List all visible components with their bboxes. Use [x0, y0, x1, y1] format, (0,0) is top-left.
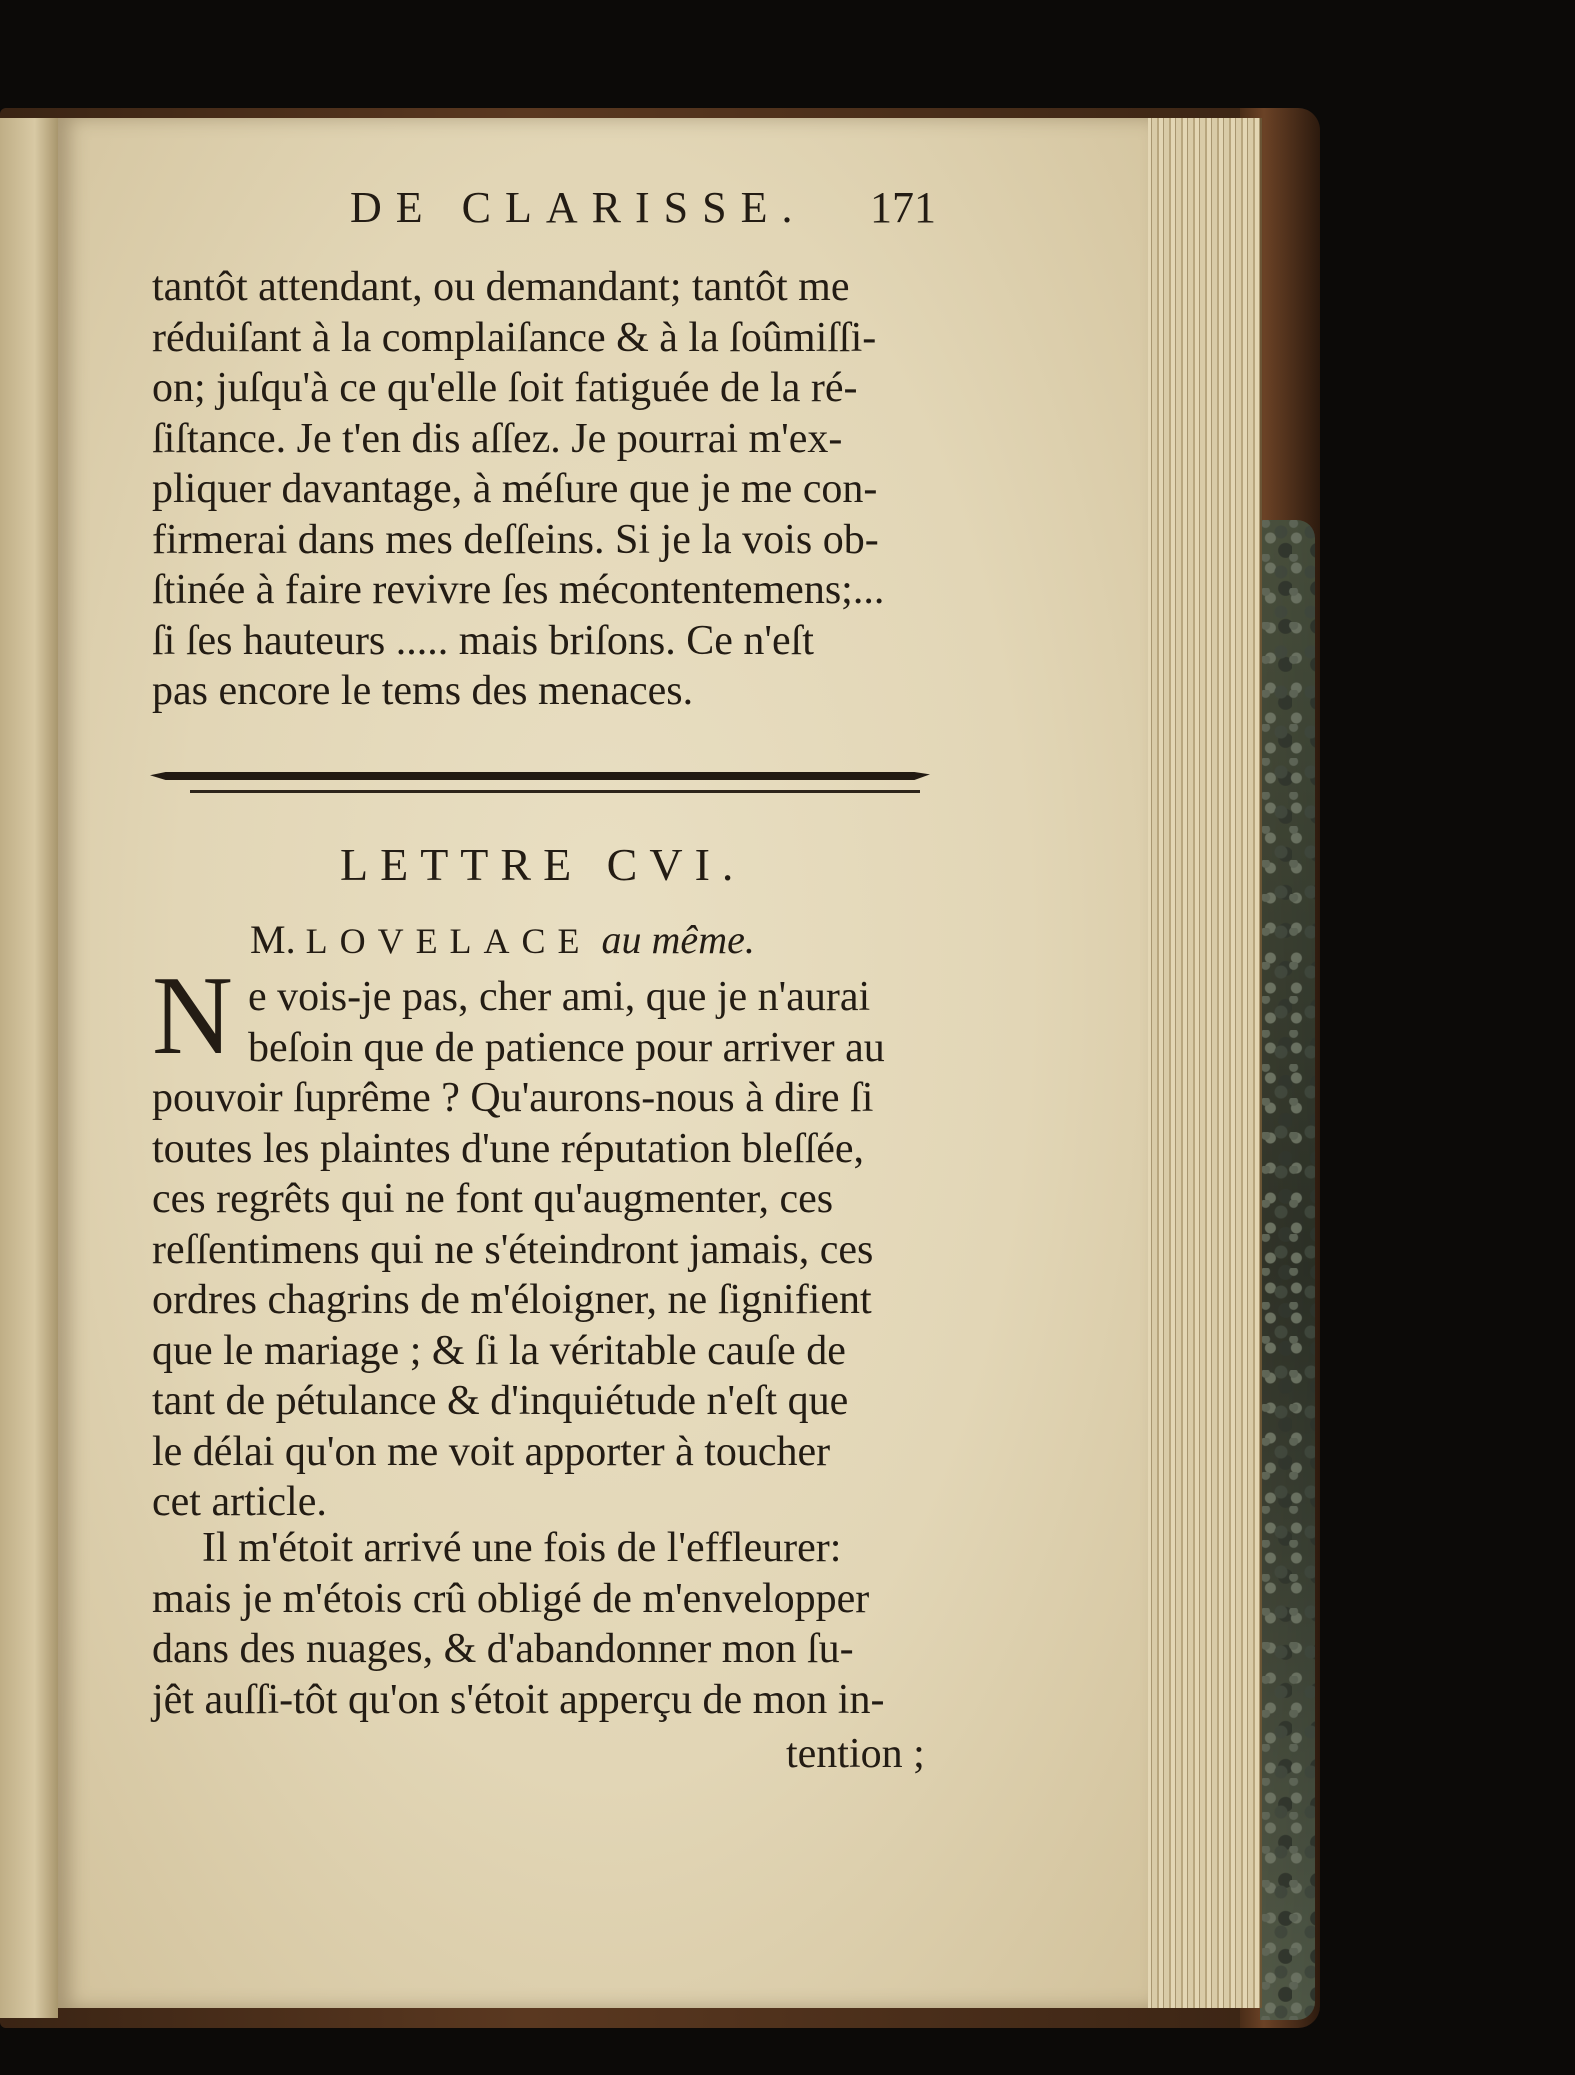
page-number: 171 [870, 183, 936, 232]
text-line: ſiſtance. Je t'en dis aſſez. Je pourrai m'ex- [152, 415, 843, 462]
text-line: dans des nuages, & d'abandonner mon ſu- [152, 1626, 854, 1672]
paragraph-2-opening [248, 972, 885, 1073]
text-line: ſi ſes hauteurs ..... mais briſons. Ce n'eſt [152, 617, 814, 664]
text-line: Il m'étoit arrivé une fois de l'effleurer: [202, 1525, 842, 1571]
text-line: cet article. [152, 1479, 327, 1525]
text-line: ces regrêts qui ne font qu'augmenter, ces [152, 1176, 834, 1222]
paragraph-3 [152, 1523, 884, 1725]
text-line: beſoin que de patience pour arriver au [248, 1024, 885, 1071]
text-line: e vois-je pas, cher ami, que je n'aurai [248, 974, 871, 1020]
text-line: firmerai dans mes deſſeins. Si je la vois ob- [152, 516, 879, 563]
text-line: toutes les plaintes d'une réputation bleſſée, [152, 1125, 865, 1172]
catchword: tention ; [786, 1731, 925, 1777]
marbled-cover [1260, 520, 1315, 2020]
letter-title: LETTRE CVI. [340, 839, 746, 890]
drop-cap: N [152, 954, 233, 1078]
text-line: que le mariage ; & ſi la véritable cauſe de [152, 1327, 846, 1374]
text-line: tant de pétulance & d'inquiétude n'eſt que [152, 1378, 849, 1424]
running-head: DE CLARISSE. [350, 183, 807, 232]
text-line: ordres chagrins de m'éloigner, ne ſignifient [152, 1277, 872, 1323]
text-line: pliquer davantage, à méſure que je me con- [152, 466, 878, 512]
letter-sub-name: LOVELACE [305, 921, 592, 961]
paragraph-2 [152, 1073, 873, 1528]
page-edges [1140, 118, 1262, 2008]
text-line: reſſentimens qui ne s'éteindront jamais, ces [152, 1226, 874, 1273]
facing-page-edge [0, 118, 58, 2018]
paragraph-1 [152, 262, 884, 717]
section-rule-thick [150, 772, 930, 780]
text-line: mais je m'étois crû obligé de m'envelopper [152, 1575, 870, 1622]
section-rule-thin [190, 790, 920, 793]
text-line: tantôt attendant, ou demandant; tantôt me [152, 264, 850, 310]
text-line: on; juſqu'à ce qu'elle ſoit fatiguée de la ré- [152, 365, 858, 411]
text-line: réduiſant à la complaiſance & à la ſoûmiſſi- [152, 314, 877, 361]
text-line: pas encore le tems des menaces. [152, 668, 694, 714]
letter-subtitle [250, 916, 755, 963]
text-line: jêt auſſi-tôt qu'on s'étoit apperçu de mon in- [152, 1676, 885, 1723]
letter-sub-prefix: M. [250, 917, 296, 962]
text-line: le délai qu'on me voit apporter à toucher [152, 1428, 831, 1475]
letter-sub-suffix: au même. [601, 917, 755, 962]
text-line: ſtinée à faire revivre ſes mécontentemens;... [152, 567, 885, 613]
text-line: pouvoir ſuprême ? Qu'aurons-nous à dire ſi [152, 1075, 874, 1121]
